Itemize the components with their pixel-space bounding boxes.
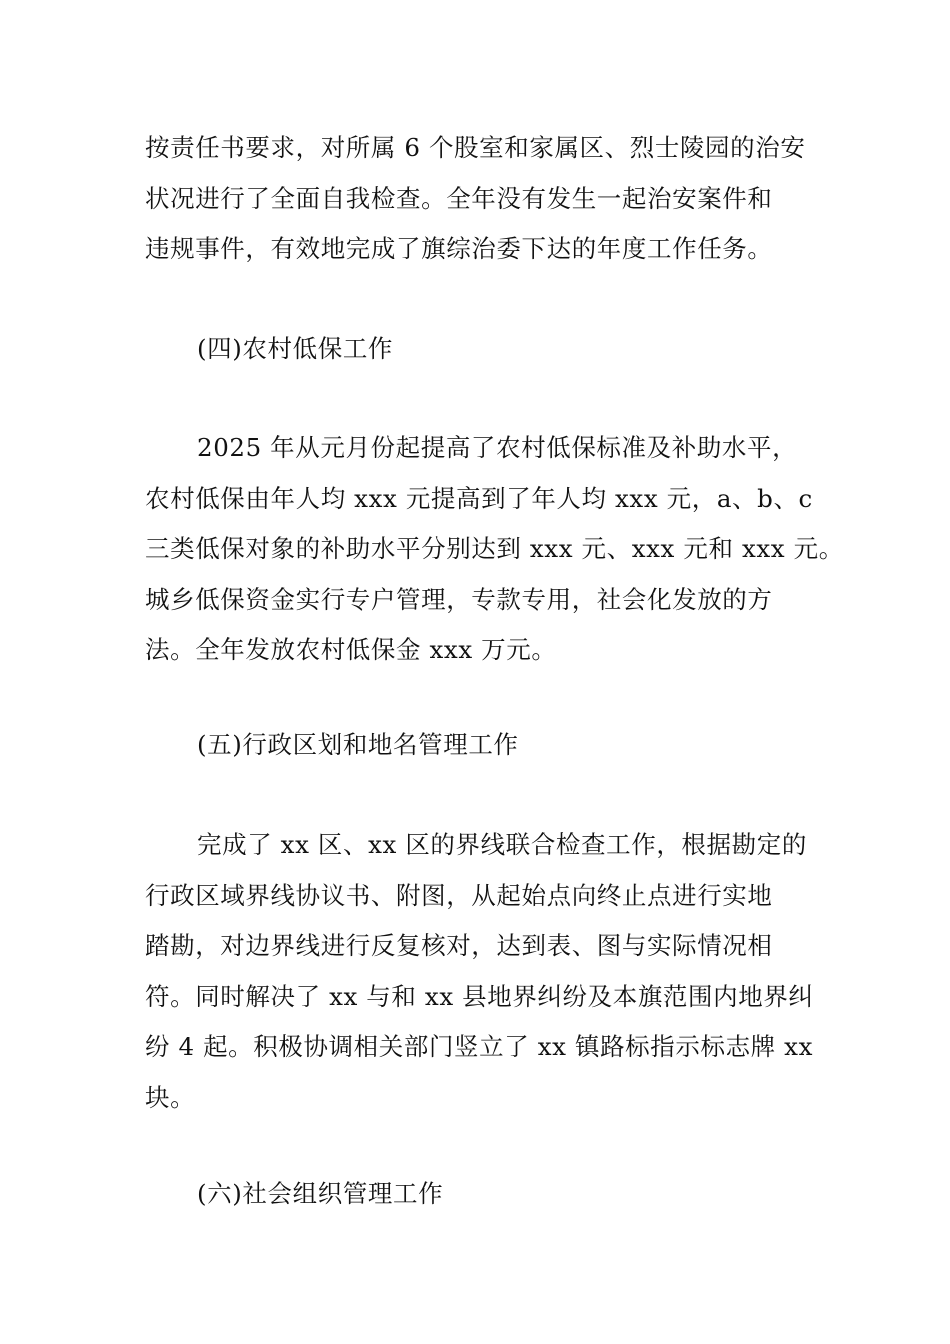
paragraph-administrative-division (145, 820, 817, 1123)
paragraph-line: 法。全年发放农村低保金 xxx 万元。 (145, 635, 557, 664)
paragraph-line: 踏勘，对边界线进行反复核对，达到表、图与实际情况相 (145, 931, 773, 960)
paragraph-line: 块。 (145, 1082, 196, 1112)
paragraph-line: 状况进行了全面自我检查。全年没有发生一起治安案件和 (145, 183, 773, 213)
paragraph-line: 农村低保由年人均 xxx 元提高到了年人均 xxx 元，a、b、c (145, 483, 813, 513)
section-heading-rural-subsistence: (四)农村低保工作 (197, 334, 394, 363)
paragraph-rural-subsistence (145, 423, 844, 676)
section-heading-administrative-division: (五)行政区划和地名管理工作 (197, 730, 519, 759)
paragraph-line: 行政区域界线协议书、附图，从起始点向终止点进行实地 (145, 880, 773, 910)
paragraph-line: 按责任书要求，对所属 6 个股室和家属区、烈士陵园的治安 (145, 133, 806, 162)
paragraph-public-security (145, 123, 817, 275)
section-heading-social-organization: (六)社会组织管理工作 (197, 1179, 444, 1208)
paragraph-line: 三类低保对象的补助水平分别达到 xxx 元、xxx 元和 xxx 元。 (145, 534, 844, 563)
paragraph-line: 完成了 xx 区、xx 区的界线联合检查工作，根据勘定的 (197, 830, 807, 859)
paragraph-line: 城乡低保资金实行专户管理，专款专用，社会化发放的方 (145, 584, 773, 614)
paragraph-line: 符。同时解决了 xx 与和 xx 县地界纠纷及本旗范围内地界纠 (145, 981, 814, 1011)
paragraph-line: 2025 年从元月份起提高了农村低保标准及补助水平， (197, 433, 798, 462)
paragraph-line: 违规事件，有效地完成了旗综治委下达的年度工作任务。 (145, 234, 773, 263)
paragraph-line: 纷 4 起。积极协调相关部门竖立了 xx 镇路标指示标志牌 xx (145, 1032, 813, 1061)
